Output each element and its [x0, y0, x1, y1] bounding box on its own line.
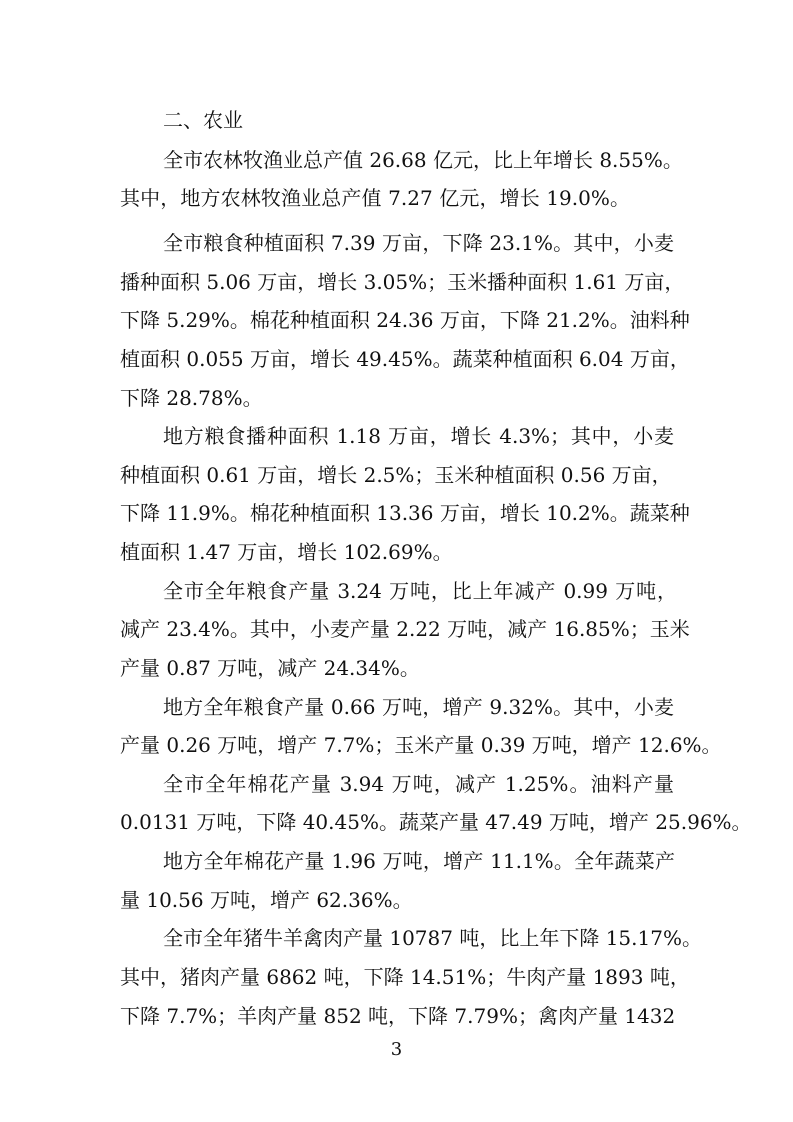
text-line: 下降 7.7%；羊肉产量 852 吨，下降 7.79%；禽肉产量 1432 [120, 1004, 676, 1028]
text-line: 下降 11.9%。棉花种植面积 13.36 万亩，增长 10.2%。蔬菜种 [120, 501, 690, 525]
text-line: 下降 5.29%。棉花种植面积 24.36 万亩，下降 21.2%。油料种 [120, 308, 690, 332]
text-line: 植面积 1.47 万亩，增长 102.69%。 [120, 540, 453, 564]
text-line: 全市粮食种植面积 7.39 万亩，下降 23.1%。其中，小麦 [163, 231, 674, 255]
text-line: 量 10.56 万吨，增产 62.36%。 [120, 888, 413, 912]
text-line: 全市全年粮食产量 3.24 万吨，比上年减产 0.99 万吨， [163, 579, 677, 603]
text-line: 地方全年粮食产量 0.66 万吨，增产 9.32%。其中，小麦 [163, 695, 674, 719]
page-number: 3 [390, 1039, 403, 1060]
text-line: 地方全年棉花产量 1.96 万吨，增产 11.1%。全年蔬菜产 [163, 849, 675, 873]
text-line: 其中，地方农林牧渔业总产值 7.27 亿元，增长 19.0%。 [120, 186, 630, 210]
text-line: 全市全年猪牛羊禽肉产量 10787 吨，比上年下降 15.17%。 [163, 926, 702, 950]
text-line: 种植面积 0.61 万亩，增长 2.5%；玉米种植面积 0.56 万亩， [120, 463, 672, 487]
text-line: 其中，猪肉产量 6862 吨，下降 14.51%；牛肉产量 1893 吨， [120, 965, 690, 989]
text-line: 产量 0.87 万吨，减产 24.34%。 [120, 656, 420, 680]
text-line: 植面积 0.055 万亩，增长 49.45%。蔬菜种植面积 6.04 万亩， [120, 347, 690, 371]
text-line: 减产 23.4%。其中，小麦产量 2.22 万吨，减产 16.85%；玉米 [120, 617, 690, 641]
section-heading: 二、农业 [163, 108, 243, 132]
text-line: 产量 0.26 万吨，增产 7.7%；玉米产量 0.39 万吨，增产 12.6%。 [120, 733, 722, 757]
text-line: 0.0131 万吨，下降 40.45%。蔬菜产量 47.49 万吨，增产 25.96%。 [120, 810, 752, 834]
text-line: 全市农林牧渔业总产值 26.68 亿元，比上年增长 8.55%。 [163, 148, 683, 172]
text-line: 地方粮食播种面积 1.18 万亩，增长 4.3%；其中，小麦 [163, 424, 674, 448]
text-line: 下降 28.78%。 [120, 386, 263, 410]
text-line: 播种面积 5.06 万亩，增长 3.05%；玉米播种面积 1.61 万亩， [120, 270, 685, 294]
text-line: 全市全年棉花产量 3.94 万吨，减产 1.25%。油料产量 [163, 772, 674, 796]
